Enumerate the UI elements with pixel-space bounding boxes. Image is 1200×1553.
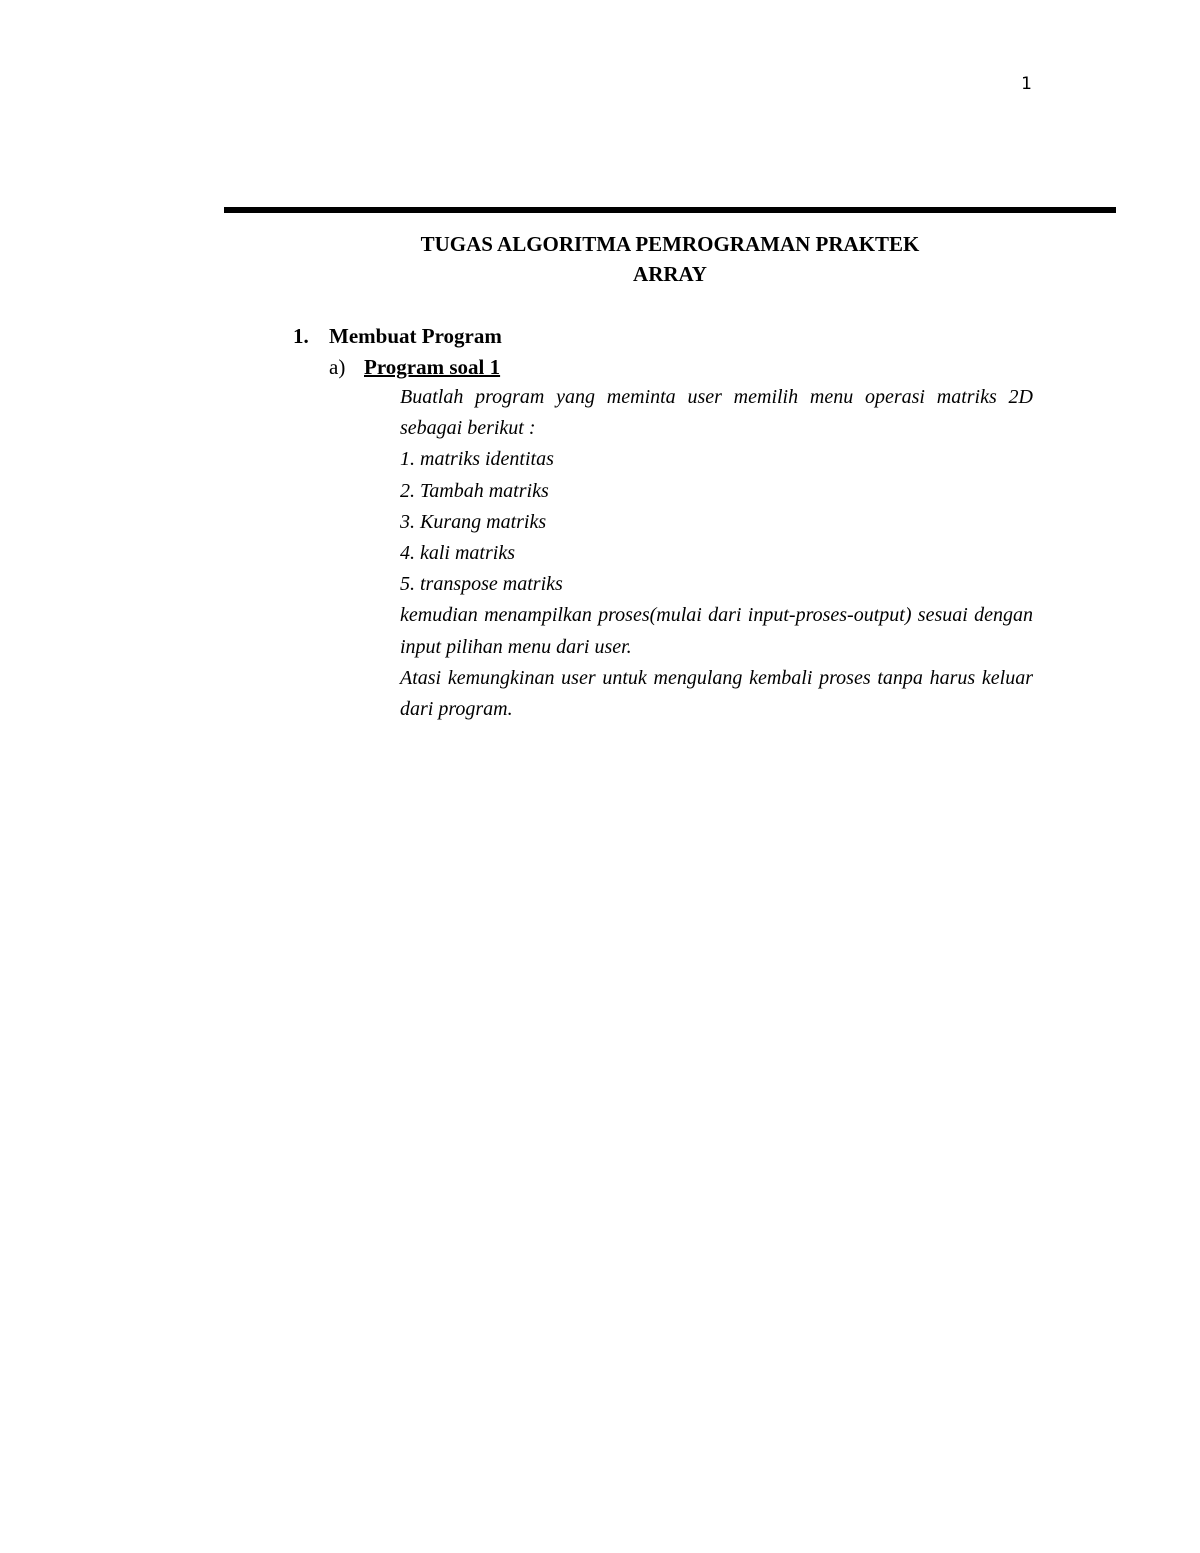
subsection-title: Program soal 1 — [364, 355, 501, 379]
subsection-letter: a) — [329, 355, 346, 379]
title-line-2: ARRAY — [633, 262, 707, 286]
document-title — [224, 229, 1116, 289]
menu-item: 5. transpose matriks — [400, 573, 563, 596]
section-heading — [293, 321, 502, 351]
page-number: 1 — [1021, 74, 1032, 94]
subsection-heading — [329, 352, 500, 382]
section-number: 1. — [293, 324, 309, 348]
task-repeat-paragraph: Atasi kemungkinan user untuk mengulang kembali proses tanpa harus keluar dari program. — [400, 666, 1033, 721]
title-line-1: TUGAS ALGORITMA PEMROGRAMAN PRAKTEK — [420, 232, 920, 256]
menu-item: 3. Kurang matriks — [400, 510, 547, 533]
header-rule — [224, 207, 1116, 213]
section-title: Membuat Program — [329, 324, 502, 348]
task-process-paragraph: kemudian menampilkan proses(mulai dari input-proses-output) sesuai dengan input pilihan menu dari user. — [400, 604, 1033, 658]
menu-item: 4. kali matriks — [400, 542, 515, 565]
menu-item: 2. Tambah matriks — [400, 479, 549, 502]
menu-item: 1. matriks identitas — [400, 448, 554, 471]
task-intro: Buatlah program yang meminta user memilih menu operasi matriks 2D sebagai berikut : — [400, 386, 1033, 440]
task-description — [400, 382, 1033, 725]
